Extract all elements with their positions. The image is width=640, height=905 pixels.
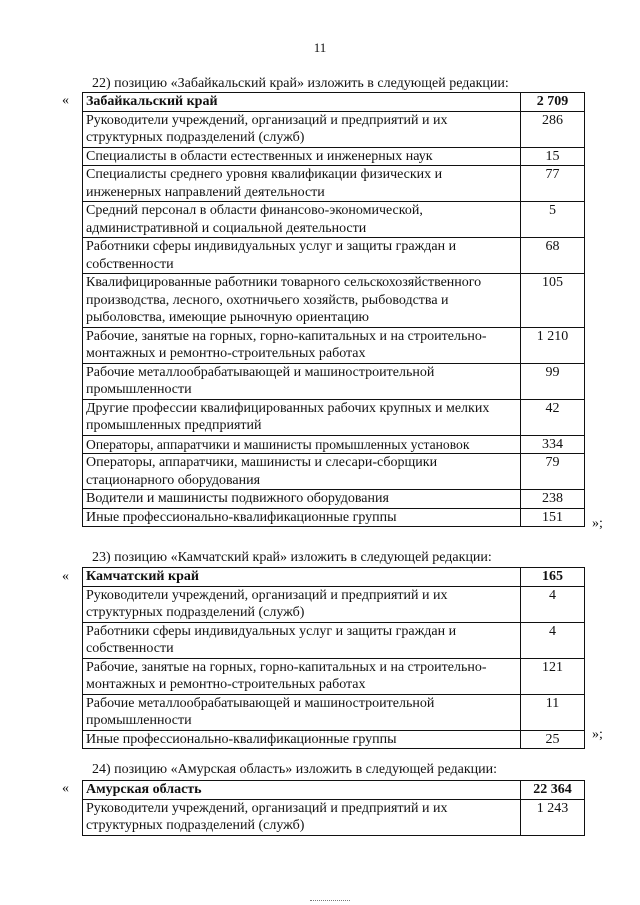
group-value: 79 [521,454,585,490]
group-name: Работники сферы индивидуальных услуг и защиты граждан и собственности [83,622,521,658]
table-header-row [83,781,585,800]
group-name: Рабочие металлообрабатывающей и машиностроительной промышленности [83,363,521,399]
close-quote: »; [592,516,603,531]
group-name: Рабочие металлообрабатывающей и машиностроительной промышленности [83,694,521,730]
group-value: 4 [521,586,585,622]
table-row [83,622,585,658]
group-name: Рабочие, занятые на горных, горно-капитальных и на строительно-монтажных и ремонтно-строительных работах [83,658,521,694]
region-total: 2 709 [521,93,585,112]
close-quote: »; [592,727,603,742]
table-row [83,147,585,166]
table-row [83,111,585,147]
group-name: Средний персонал в области финансово-экономической, административной и социальной деятельности [83,202,521,238]
region-name: Забайкальский край [83,93,521,112]
region-table [82,780,585,836]
group-value: 1 243 [521,799,585,835]
group-value: 1 210 [521,327,585,363]
region-total: 165 [521,568,585,587]
table-row [83,508,585,527]
group-value: 25 [521,730,585,749]
table-row [83,454,585,490]
page-number: 11 [313,40,327,55]
group-name: Квалифицированные работники товарного сельскохозяйственного производства, лесного, охотничьего хозяйств, рыбоводства и рыболовства, имеющие рыночную ориентацию [83,274,521,328]
table-row [83,694,585,730]
group-value: 5 [521,202,585,238]
table-row [83,327,585,363]
group-value: 286 [521,111,585,147]
region-total: 22 364 [521,781,585,800]
group-value: 121 [521,658,585,694]
table-row [83,274,585,328]
group-name: Операторы, аппаратчики, машинисты и слесари-сборщики стационарного оборудования [83,454,521,490]
group-value: 105 [521,274,585,328]
table-row [83,658,585,694]
table-row [83,586,585,622]
group-name: Водители и машинисты подвижного оборудования [83,490,521,509]
table-row [83,490,585,509]
table-row [83,238,585,274]
group-name: Специалисты в области естественных и инженерных наук [83,147,521,166]
group-name: Другие профессии квалифицированных рабочих крупных и мелких промышленных предприятий [83,399,521,435]
section-intro: 22) позицию «Забайкальский край» изложить в следующей редакции: [92,76,509,91]
open-quote: « [62,781,69,796]
scan-artifact [310,900,350,903]
group-value: 11 [521,694,585,730]
table-row [83,730,585,749]
group-name: Руководители учреждений, организаций и предприятий и их структурных подразделений (служб) [83,799,521,835]
group-value: 4 [521,622,585,658]
group-value: 99 [521,363,585,399]
group-value: 42 [521,399,585,435]
region-name: Камчатский край [83,568,521,587]
group-value: 77 [521,166,585,202]
group-name: Специалисты среднего уровня квалификации физических и инженерных направлений деятельности [83,166,521,202]
group-name: Рабочие, занятые на горных, горно-капитальных и на строительно-монтажных и ремонтно-строительных работах [83,327,521,363]
group-value: 238 [521,490,585,509]
table-row [83,166,585,202]
table-header-row [83,568,585,587]
table-row [83,363,585,399]
group-value: 15 [521,147,585,166]
group-name: Работники сферы индивидуальных услуг и защиты граждан и собственности [83,238,521,274]
group-name: Иные профессионально-квалификационные группы [83,508,521,527]
region-table [82,92,585,527]
group-name: Иные профессионально-квалификационные группы [83,730,521,749]
table-row [83,799,585,835]
table-row [83,435,585,454]
group-value: 334 [521,435,585,454]
region-table [82,567,585,749]
table-row [83,399,585,435]
section-intro: 24) позицию «Амурская область» изложить в следующей редакции: [92,762,498,777]
open-quote: « [62,93,69,108]
section-intro: 23) позицию «Камчатский край» изложить в следующей редакции: [92,550,492,565]
region-name: Амурская область [83,781,521,800]
group-name: Операторы, аппаратчики и машинисты промышленных установок [83,435,521,454]
table-header-row [83,93,585,112]
group-name: Руководители учреждений, организаций и предприятий и их структурных подразделений (служб) [83,586,521,622]
group-value: 151 [521,508,585,527]
open-quote: « [62,569,69,584]
table-row [83,202,585,238]
group-name: Руководители учреждений, организаций и предприятий и их структурных подразделений (служб) [83,111,521,147]
group-value: 68 [521,238,585,274]
